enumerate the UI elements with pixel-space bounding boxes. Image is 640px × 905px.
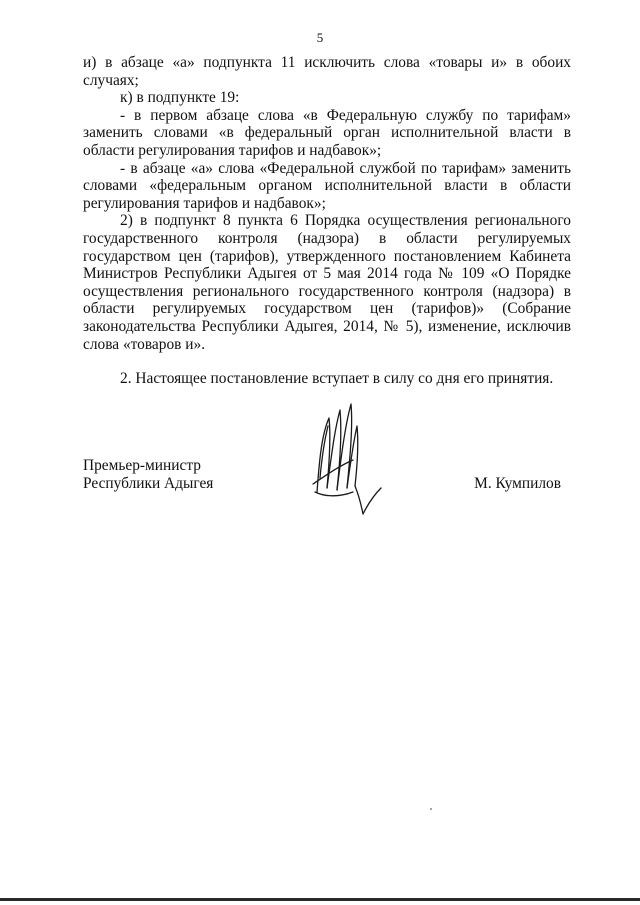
signatory-title-line-1: Премьер-министр — [83, 457, 201, 474]
page-number: 5 — [316, 30, 324, 45]
document-body — [83, 54, 571, 388]
paragraph-first-subparagraph: - в первом абзаце слова «в Федеральную службу по тарифам» заменить словами «в федеральный орган исполнительной власти в области регулирования тарифов и надбавок»; — [83, 106, 571, 159]
scan-speck — [430, 808, 432, 810]
signatory-title-line-2: Республики Адыгея — [83, 475, 214, 492]
paragraph-item-i: и) в абзаце «а» подпункта 11 исключить слова «товары и» в обоих случаях; — [83, 54, 571, 89]
page-bottom-edge — [0, 898, 640, 901]
paragraph-item-k: к) в подпункте 19: — [120, 89, 240, 107]
paragraph-spacer — [83, 353, 571, 370]
signatory-name: М. Кумпилов — [474, 475, 561, 492]
paragraph-item-2: 2) в подпункт 8 пункта 6 Порядка осуществления регионального государственного контроля (надзора) в области регулируемых государством цен (тарифов), утвержденного постановлением Кабинета Министров Республики Адыгея от 5 мая 2014 года № 109 «О Порядке осуществления регионального государственного контроля (надзора) в области регулируемых государством цен (тарифов)» (Собрание законодательства Республики Адыгея, 2014, № 5), изменение, исключив слова «товаров и». — [83, 212, 571, 353]
paragraph-subparagraph-a: - в абзаце «а» слова «Федеральной службой по тарифам» заменить словами «федеральным органом исполнительной власти в области регулирования тарифов и надбавок»; — [83, 159, 571, 212]
signatory-title — [83, 457, 213, 493]
signature-block — [83, 454, 563, 544]
paragraph-effective-date: 2. Настоящее постановление вступает в силу со дня его принятия. — [120, 370, 554, 388]
